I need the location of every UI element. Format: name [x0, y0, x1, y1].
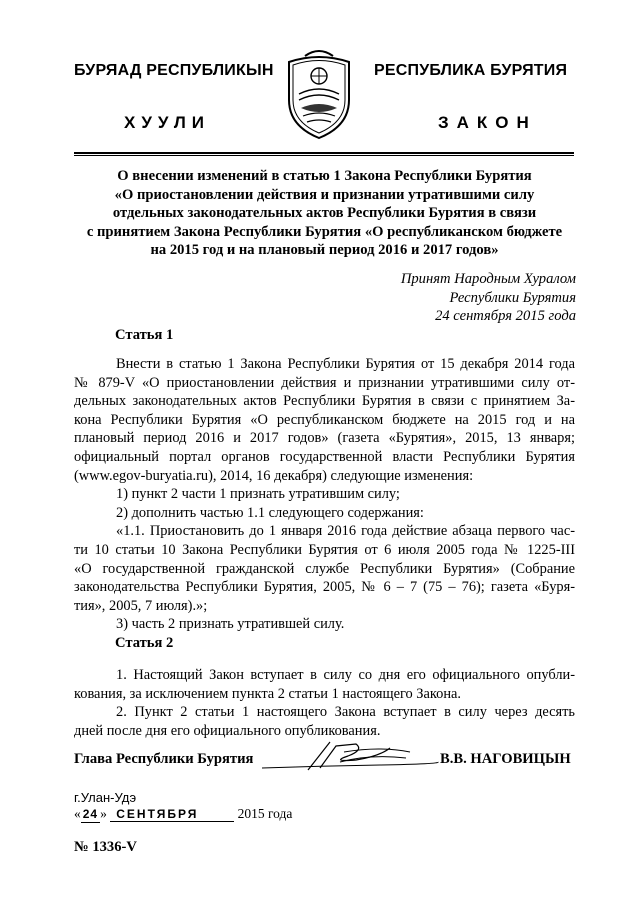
- text-line: «О государственной гражданской службе Республики Бурятия» (Собрание: [74, 560, 575, 577]
- law-number: № 1336-V: [74, 839, 137, 855]
- text-line: кона Республики Бурятия «О республиканском бюджете на 2015 год и на: [74, 411, 575, 428]
- signatory-name: В.В. НАГОВИЦЫН: [440, 751, 571, 767]
- place-of-signing: г.Улан-Удэ: [74, 790, 137, 805]
- header-left-title: БУРЯАД РЕСПУБЛИКЫН: [74, 62, 274, 79]
- title-line: отдельных законодательных актов Республики Бурятия в связи: [112, 205, 537, 222]
- text-line: «1.1. Приостановить до 1 января 2016 года действие абзаца первого час-: [116, 523, 575, 540]
- title-line: «О приостановлении действия и признании утратившими силу: [114, 186, 535, 203]
- signatory-position: Глава Республики Бурятия: [74, 751, 254, 767]
- text-line: 1) пункт 2 части 1 признать утратившим силу;: [116, 486, 400, 503]
- text-line: 2) дополнить частью 1.1 следующего содержания:: [116, 504, 424, 521]
- text-line: 3) часть 2 признать утратившей силу.: [116, 616, 345, 633]
- text-line: дней после дня его официального опубликования.: [74, 722, 381, 739]
- adoption-line: Республики Бурятия: [449, 289, 576, 306]
- adoption-line: 24 сентября 2015 года: [435, 308, 576, 324]
- handwritten-signature: [260, 738, 440, 774]
- text-line: Внести в статью 1 Закона Республики Бурятия от 15 декабря 2014 года: [116, 356, 575, 372]
- header-rule-thick: [74, 152, 574, 154]
- title-line: на 2015 год и на плановый период 2016 и 2017 годов»: [150, 242, 499, 259]
- date-open-quote: «: [74, 806, 81, 821]
- text-line: № 879-V «О приостановлении действия и признании утратившими силу от-: [74, 374, 575, 391]
- coat-of-arms-emblem: [283, 48, 355, 140]
- date-close-quote: »: [100, 806, 107, 821]
- date-month: СЕНТЯБРЯ: [110, 807, 234, 822]
- law-title: [72, 167, 577, 260]
- title-line: с принятием Закона Республики Бурятия «О республиканском бюджете: [86, 223, 563, 240]
- text-line: 1. Настоящий Закон вступает в силу со дня его официального опубли-: [116, 667, 575, 683]
- signing-date: [74, 806, 292, 823]
- article-1-body: [74, 355, 575, 634]
- header-left-doc-type: ХУУЛИ: [124, 113, 210, 132]
- text-line: плановый период 2016 и 2017 годов» (газета «Бурятия», 2015, 13 января;: [74, 430, 575, 447]
- header-right-title: РЕСПУБЛИКА БУРЯТИЯ: [374, 62, 568, 79]
- article-2-body: [74, 666, 575, 740]
- adoption-note: [401, 270, 576, 326]
- date-day: 24: [82, 807, 99, 821]
- text-line: ти 10 статьи 10 Закона Республики Бурятия от 6 июля 2005 года № 1225-III: [74, 541, 575, 558]
- article-1-heading: Статья 1: [115, 327, 174, 343]
- text-line: официальный портал органов государственной власти Республики Бурятия: [74, 448, 575, 465]
- date-year: 2015 года: [237, 806, 293, 821]
- title-line: О внесении изменений в статью 1 Закона Республики Бурятия: [117, 168, 532, 184]
- adoption-line: Принят Народным Хуралом: [400, 271, 576, 287]
- text-line: 2. Пункт 2 статьи 1 настоящего Закона вступает в силу через десять: [116, 704, 575, 721]
- article-2-heading: Статья 2: [115, 635, 174, 651]
- text-line: кования, за исключением пункта 2 статьи 1 настоящего Закона.: [74, 685, 462, 702]
- text-line: (www.egov-buryatia.ru), 2014, 16 декабря) следующие изменения:: [74, 467, 474, 484]
- header-right-doc-type: ЗАКОН: [438, 113, 537, 132]
- text-line: дельных законодательных актов Республики Бурятия в связи с принятием За-: [74, 393, 575, 410]
- header-rule-thin: [74, 155, 574, 156]
- text-line: законодательства Республики Бурятия, 2005, № 6 – 7 (75 – 76); газета «Буря-: [74, 579, 575, 596]
- text-line: тия», 2005, 7 июля).»;: [74, 597, 208, 614]
